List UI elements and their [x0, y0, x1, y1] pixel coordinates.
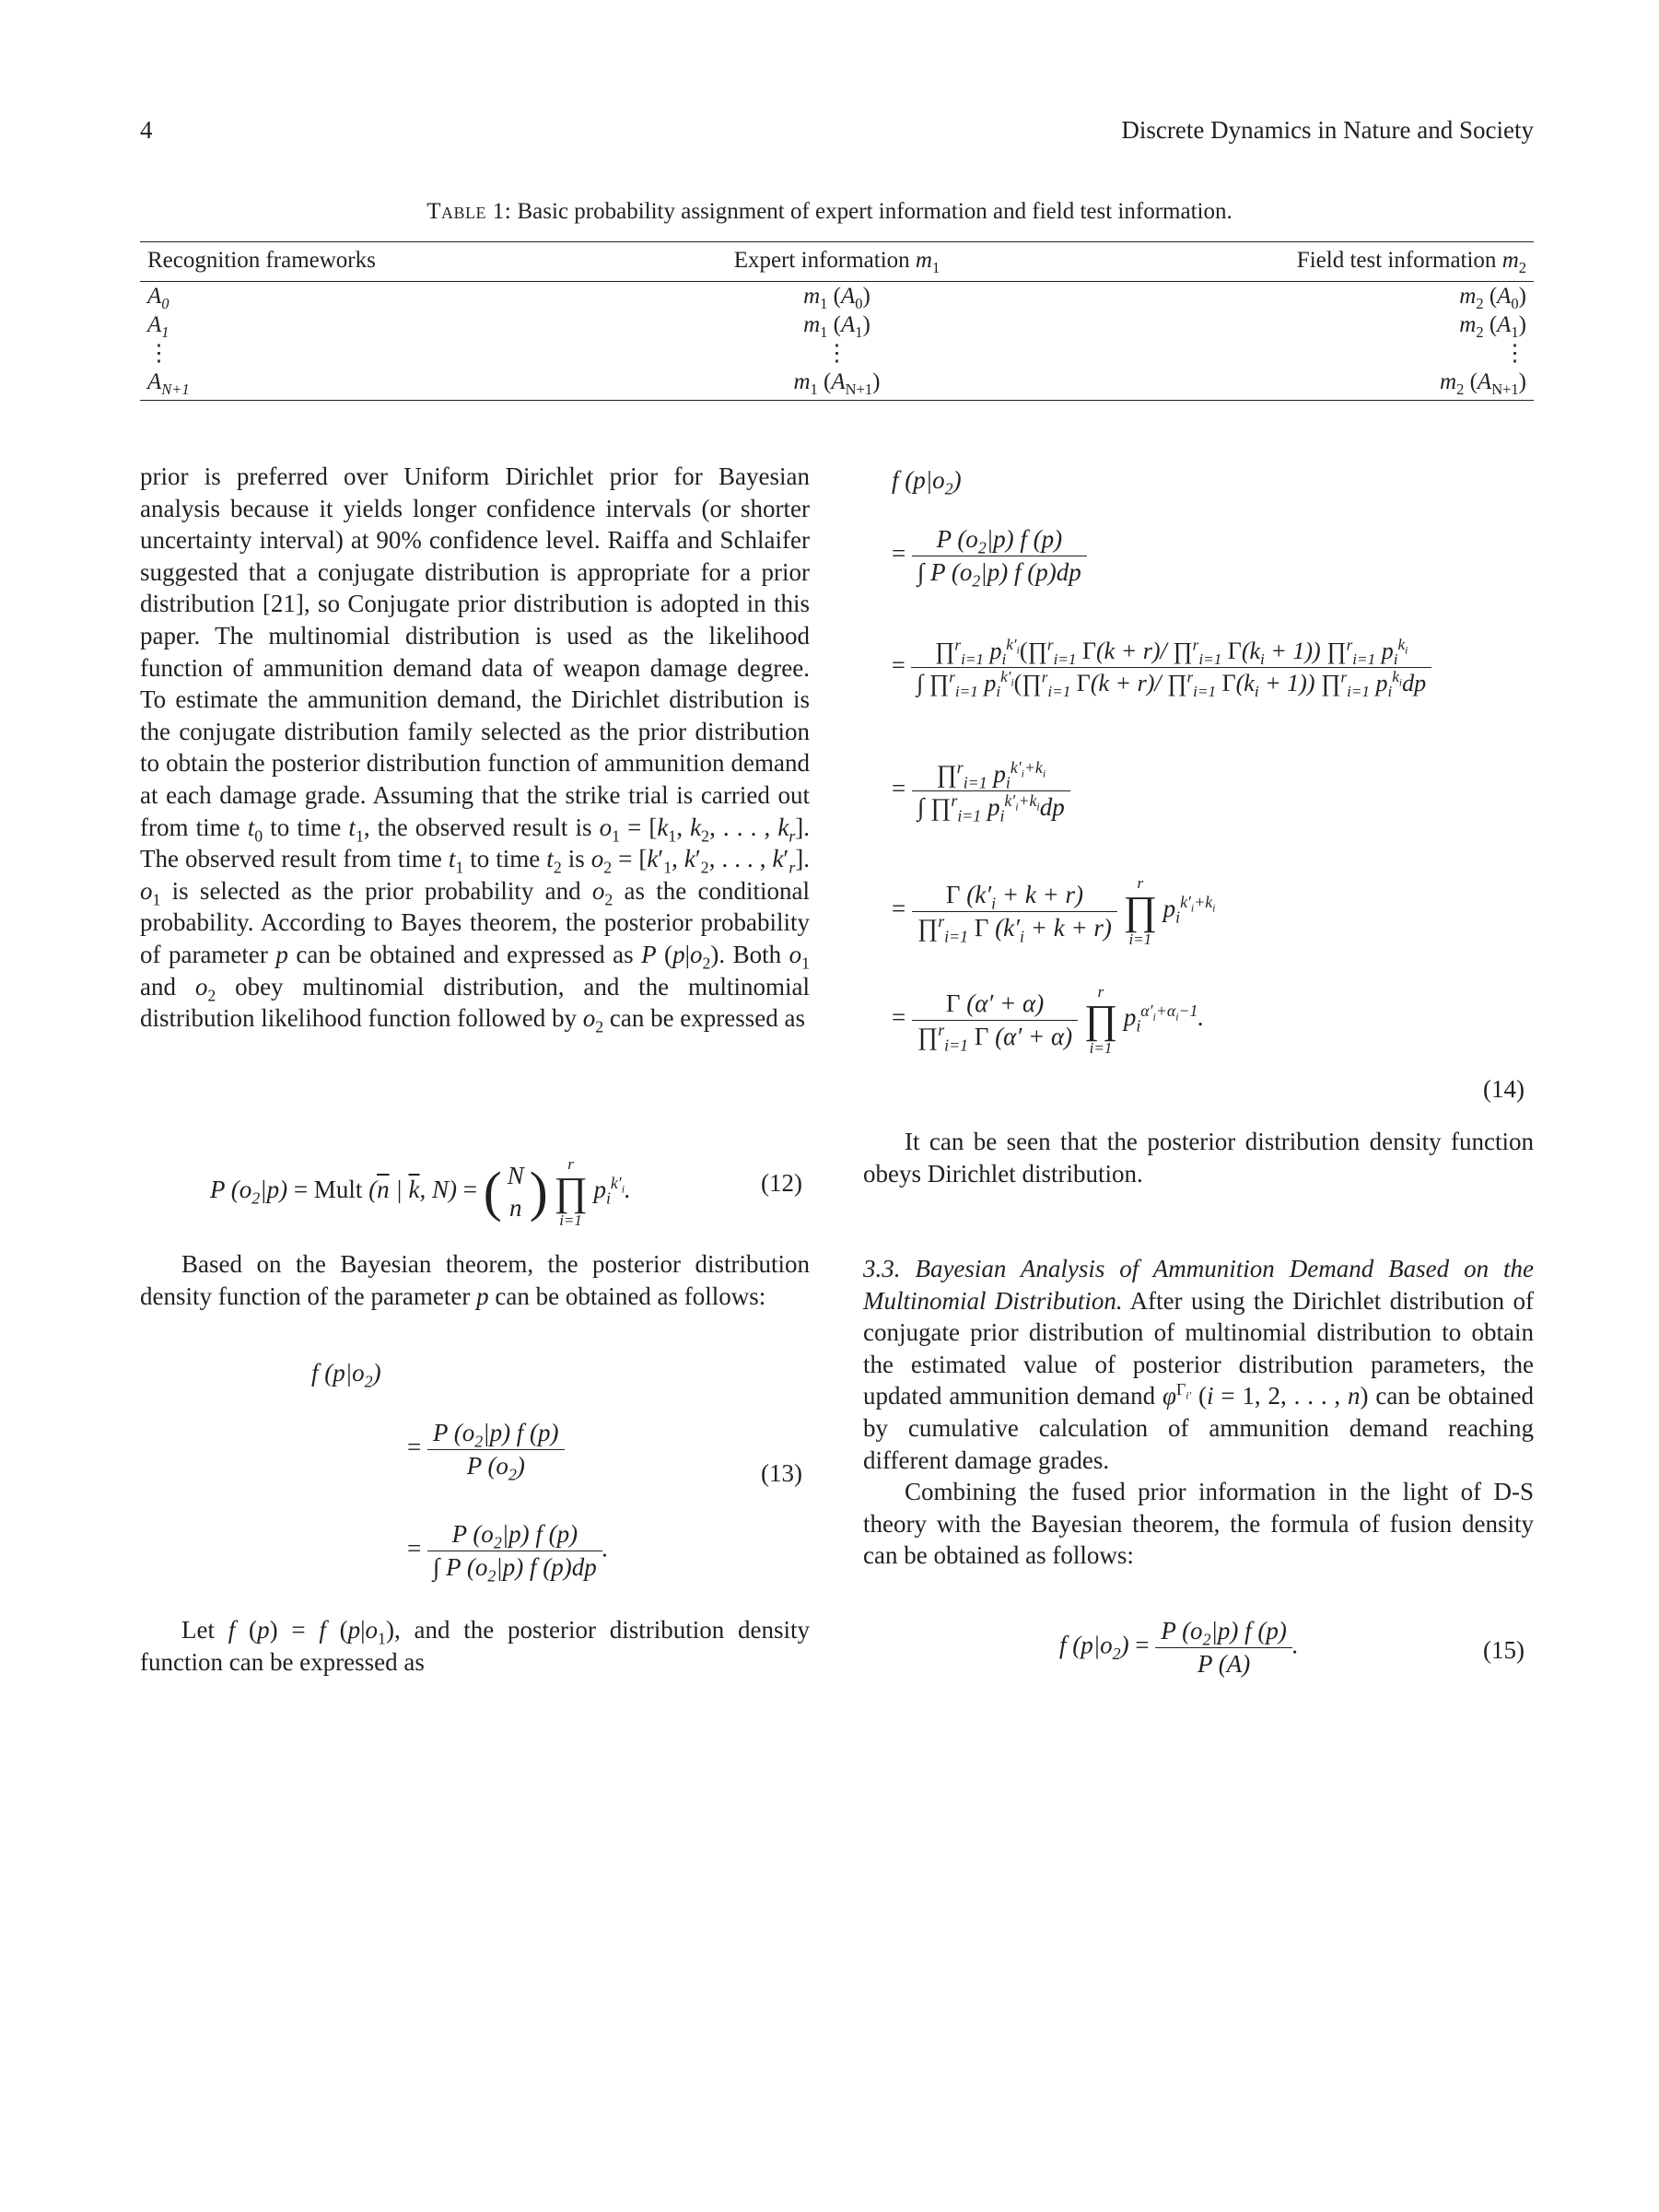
- table-header-row: [140, 242, 1534, 282]
- left-column-paragraph-2: Based on the Bayesian theorem, the posterior distribution density function of the parameter p can be obtained as follows:: [140, 1250, 810, 1310]
- equation-15-number: (15): [1483, 1636, 1525, 1664]
- equation-14-lhs: f $(p|o_2)$: [892, 466, 962, 498]
- journal-title: Discrete Dynamics in Nature and Society: [1121, 116, 1534, 144]
- table-cell: $A_1$: [147, 312, 169, 341]
- equation-13-lhs: f $(p|o_2)$: [311, 1359, 381, 1391]
- table-cell: $m_1$ $(A_0)$: [803, 284, 870, 312]
- table-caption: [0, 199, 1659, 225]
- table-cell: ⋮: [1503, 341, 1526, 366]
- equation-14-line-1: = $\frac{P (o_2|p) f (p)}{\int P (o_2|p) f (p)dp}$: [892, 525, 1087, 587]
- equation-12-number: (12): [761, 1169, 802, 1197]
- column-header: Expert information $m_1$: [642, 242, 1033, 282]
- equation-14-line-5: = $\frac{\Gamma (\alpha' + \alpha)}{\prod^r_{i=1} \Gamma (\alpha' + \alpha)}$ r ∏ i=1 $p_i^{\alpha'_i+\alpha_i-1}$.: [892, 983, 1205, 1057]
- page-number: 4: [140, 116, 153, 144]
- right-column-paragraph-1: It can be seen that the posterior distribution density function obeys Dirichlet distribution.: [863, 1128, 1534, 1188]
- table-row: [140, 310, 1534, 339]
- table-cell: ⋮: [147, 341, 170, 366]
- equation-14-line-4: = $\frac{\Gamma (k'_i + k + r)}{\prod^r_{i=1} \Gamma (k'_i + k + r)}$ r ∏ i=1 $p_i^{k'_i+k_i}$: [892, 874, 1216, 948]
- table-caption-label: Table 1:: [426, 199, 512, 224]
- equation-14-number: (14): [1483, 1075, 1525, 1103]
- equation-13-line-2: = $\frac{P (o_2|p) f (p)}{\int P (o_2|p) f (p)dp}$ .: [407, 1520, 609, 1586]
- table-cell: $A_0$: [147, 284, 169, 312]
- table-row: [140, 282, 1534, 311]
- table-row: [140, 368, 1534, 401]
- probability-table: [140, 241, 1534, 401]
- table-cell: $m_2$ $(A_1)$: [1459, 312, 1526, 341]
- section-heading: 3.3. Bayesian Analysis of Ammunition Demand Based on the Multinomial Distribution.: [863, 1255, 1534, 1315]
- equation-13-line-1: = $\frac{P (o_2|p) f (p)}{P (o_2)}$: [407, 1419, 565, 1481]
- section-3-3: 3.3. Bayesian Analysis of Ammunition Demand Based on the Multinomial Distribution. After using the Dirichlet distribution of conjugate prior distribution of multinomial distribution to obtain the estimated value of posterior distribution parameters, the updated ammunition demand $\varphi^{\Gamma_{i'}}$ (i = 1, 2, . . . , n) can be obtained by cumulative calculation of ammunition demand reaching different damage grades. Combining the fused prior information in the light of D-S theory with the Bayesian theorem, the formula of fusion density can be obtained as follows:: [863, 1255, 1535, 1570]
- left-column-paragraph-1: prior is preferred over Uniform Dirichlet prior for Bayesian analysis because it yields longer confidence intervals (or shorter uncertainty interval) at 90% confidence level. Raiffa and Schlaifer suggested that a conjugate distribution is appropriate for a prior distribution [21], so Conjugate prior distribution is adopted in this paper. The multinomial distribution is used as the likelihood function of ammunition demand data of weapon damage degree. To estimate the ammunition demand, the Dirichlet distribution is the conjugate distribution family selected as the prior distribution to obtain the posterior distribution function of ammunition demand at each damage grade. Assuming that the strike trial is carried out from time $t_0$ to time $t_1$, the observed result is $o_1 = [k_1$, $k_2$, . . . , $k_r$]. The observed result from time $t_1$ to time $t_2$ is $o_2 = [k'_1$, $k'_2$, . . . , $k'_r$]. $o_1$ is selected as the prior probability and $o_2$ as the conditional probability. According to Bayes theorem, the posterior probability of parameter p can be obtained and expressed as P $(p|o_2)$. Both $o_1$ and $o_2$ obey multinomial distribution, and the multinomial distribution likelihood function followed by $o_2$ can be expressed as: [140, 462, 811, 1036]
- equation-14-line-3: = $\frac{\prod^r_{i=1} p_i^{k'_i+k_i}}{\int \prod^r_{i=1} p_i^{k'_i+k_i}dp}$: [892, 760, 1070, 822]
- table-cell: $m_2$ $(A_{N+1})$: [1032, 368, 1534, 401]
- table-cell: $m_1$ $(A_1)$: [803, 312, 870, 341]
- equation-12: P $(o_2|p)$ = Mult ($\overline{n}$ | $\overline{k}$, N) = ( N n ) r ∏ i=1 $p_i^{k'_i}$.: [210, 1155, 631, 1229]
- equation-13-number: (13): [761, 1459, 802, 1487]
- equation-15: f $(p|o_2)$ = $\frac{P (o_2|p) f (p)}{P (A)}$ .: [1059, 1617, 1299, 1678]
- table-cell: ⋮: [824, 341, 848, 366]
- table-row: [140, 339, 1534, 368]
- equation-14-line-2: = $\frac{\prod^r_{i=1} p_i^{k'_i}(\prod^r_{i=1} \Gamma(k + r)/ \prod^r_{i=1} \Gamma(k_i + 1)) \prod^r_{i=1} p_i^{k_i}}{\int \prod^r_{i=1} p_i^{k'_i}(\prod^r_{i=1} \Gamma(k + r)/ \prod^r_{i=1} \Gamma(k_i + 1)) \prod^r_{i=1} p_i^{k_i}dp}$: [892, 638, 1431, 697]
- table-cell: $m_1$ $(A_{N+1})$: [642, 368, 1033, 401]
- table-cell: $A_{N+1}$: [140, 368, 642, 401]
- left-column-paragraph-3: Let f (p) = f $(p|o_1)$, and the posterior distribution density function can be expressed as: [140, 1616, 811, 1676]
- column-header: Field test information $m_2$: [1032, 242, 1534, 282]
- table-caption-text: Basic probability assignment of expert information and field test information.: [517, 199, 1233, 224]
- table-cell: $m_2$ $(A_0)$: [1459, 284, 1526, 312]
- column-header: Recognition frameworks: [140, 242, 642, 282]
